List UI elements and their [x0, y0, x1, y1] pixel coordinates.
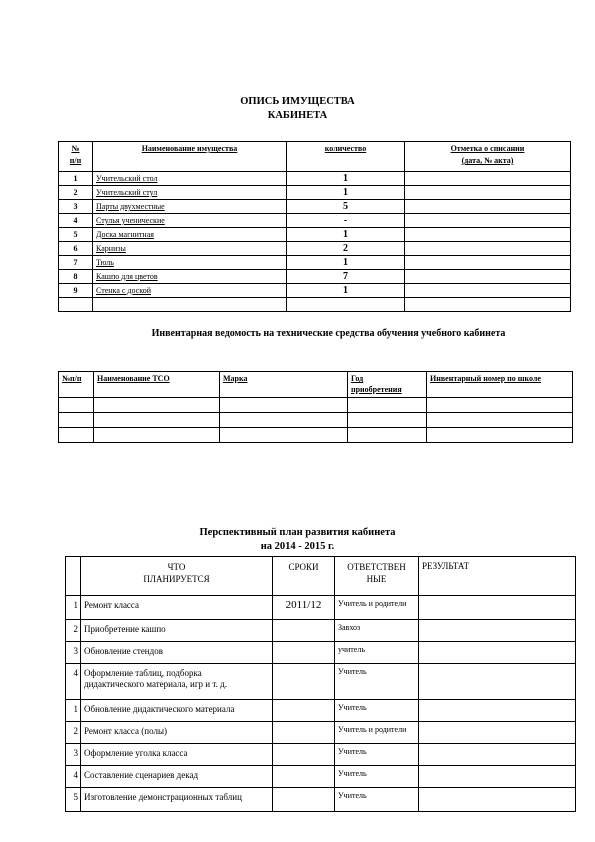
plan-row-result	[419, 596, 576, 620]
plan-table	[65, 556, 576, 812]
row-name: Учительский стол	[93, 172, 287, 186]
table-row	[59, 214, 571, 228]
tso-header-name: Наименование ТСО	[94, 372, 220, 398]
inventory-title	[0, 95, 595, 123]
plan-row-resp: учитель	[335, 642, 419, 664]
header-note-line2: (дата, № акта)	[461, 156, 514, 165]
plan-row-date	[273, 744, 335, 766]
row-num: 3	[59, 200, 93, 214]
plan-header-resp	[335, 557, 419, 596]
plan-row-what: Изготовление демонстрационных таблиц	[81, 788, 273, 812]
plan-row-num: 1	[66, 596, 81, 620]
row-num: 7	[59, 256, 93, 270]
tso-header-year	[348, 372, 427, 398]
plan-row-date	[273, 642, 335, 664]
table-row	[59, 242, 571, 256]
row-name: Учительский стул	[93, 186, 287, 200]
plan-row-what: Составление сценариев декад	[81, 766, 273, 788]
row-num: 6	[59, 242, 93, 256]
inventory-title-line1: ОПИСЬ ИМУЩЕСТВА	[240, 96, 355, 107]
table-row-empty	[59, 413, 573, 428]
tso-header-row	[59, 372, 573, 398]
plan-row-result	[419, 642, 576, 664]
header-qty: количество	[287, 142, 405, 172]
table-row-empty	[59, 298, 571, 312]
row-note	[405, 172, 571, 186]
tso-title: Инвентарная ведомость на технические средства обучения учебного кабинета	[151, 328, 506, 339]
table-row	[59, 186, 571, 200]
table-row	[66, 788, 576, 812]
row-note	[405, 186, 571, 200]
header-num-line1: №	[71, 144, 80, 153]
table-row	[66, 620, 576, 642]
plan-row-result	[419, 620, 576, 642]
plan-row-num: 3	[66, 744, 81, 766]
plan-row-resp: Учитель	[335, 744, 419, 766]
plan-title-line2: на 2014 - 2015 г.	[260, 541, 335, 552]
plan-row-resp: Завхоз	[335, 620, 419, 642]
table-row	[59, 200, 571, 214]
table-row	[66, 596, 576, 620]
row-num: 8	[59, 270, 93, 284]
plan-row-num: 5	[66, 788, 81, 812]
plan-row-result	[419, 744, 576, 766]
plan-title	[0, 526, 595, 554]
row-qty: 2	[287, 242, 405, 256]
header-name: Наименование имущества	[93, 142, 287, 172]
tso-header-year-line1: Год	[351, 374, 364, 383]
inventory-table	[58, 141, 571, 312]
row-note	[405, 242, 571, 256]
row-note	[405, 228, 571, 242]
plan-row-date	[273, 664, 335, 700]
plan-header-what	[81, 557, 273, 596]
plan-row-what	[81, 664, 273, 700]
row-qty: -	[287, 214, 405, 228]
header-note-line1: Отметка о списании	[450, 144, 525, 153]
plan-row-num: 1	[66, 700, 81, 722]
tso-header-inv: Инвентарный номер по школе	[427, 372, 573, 398]
row-num: 1	[59, 172, 93, 186]
table-row-empty	[59, 398, 573, 413]
row-num: 2	[59, 186, 93, 200]
row-qty: 5	[287, 200, 405, 214]
row-name: Доска магнитная	[93, 228, 287, 242]
plan-title-line1: Перспективный план развития кабинета	[199, 527, 396, 538]
plan-row-resp: Учитель	[335, 788, 419, 812]
plan-row-resp: Учитель	[335, 700, 419, 722]
table-row	[59, 228, 571, 242]
plan-header-resp-line1: ОТВЕТСТВЕН	[347, 562, 406, 572]
row-name: Парты двухместные	[93, 200, 287, 214]
plan-row-num: 4	[66, 766, 81, 788]
row-name: Карнизы	[93, 242, 287, 256]
plan-row-what: Обновление стендов	[81, 642, 273, 664]
plan-row-date	[273, 788, 335, 812]
table-row	[66, 700, 576, 722]
table-row	[59, 172, 571, 186]
plan-row-result	[419, 788, 576, 812]
plan-row-resp: Учитель	[335, 766, 419, 788]
plan-row-result	[419, 766, 576, 788]
plan-row-date	[273, 722, 335, 744]
table-row	[59, 256, 571, 270]
table-row-empty	[59, 428, 573, 443]
plan-row-what: Ремонт класса (полы)	[81, 722, 273, 744]
row-note	[405, 214, 571, 228]
tso-header-brand: Марка	[220, 372, 348, 398]
row-note	[405, 200, 571, 214]
plan-row-num: 2	[66, 620, 81, 642]
table-row	[66, 766, 576, 788]
row-name: Кашпо для цветов	[93, 270, 287, 284]
row-qty: 1	[287, 256, 405, 270]
plan-row-resp: Учитель	[335, 664, 419, 700]
plan-row-result	[419, 664, 576, 700]
plan-row-num: 2	[66, 722, 81, 744]
row-qty: 1	[287, 284, 405, 298]
plan-header-resp-line2: НЫЕ	[366, 574, 387, 584]
tso-header-num: №п/п	[59, 372, 94, 398]
row-qty: 1	[287, 186, 405, 200]
plan-row-what: Ремонт класса	[81, 596, 273, 620]
table-row	[66, 664, 576, 700]
plan-header-row	[66, 557, 576, 596]
inventory-title-line2: КАБИНЕТА	[267, 110, 328, 121]
plan-row-resp: Учитель и родители	[335, 722, 419, 744]
row-num: 9	[59, 284, 93, 298]
table-row	[59, 284, 571, 298]
row-qty: 1	[287, 172, 405, 186]
plan-row-num: 4	[66, 664, 81, 700]
plan-row-what: Оформление уголка класса	[81, 744, 273, 766]
plan-row-result	[419, 722, 576, 744]
row-name: Тюль	[93, 256, 287, 270]
plan-row-date	[273, 620, 335, 642]
plan-row-what: Приобретение кашпо	[81, 620, 273, 642]
plan-row-resp: Учитель и родители	[335, 596, 419, 620]
plan-header-result: РЕЗУЛЬТАТ	[419, 557, 576, 596]
header-num	[59, 142, 93, 172]
row-num: 4	[59, 214, 93, 228]
header-note	[405, 142, 571, 172]
table-row	[66, 744, 576, 766]
header-num-line2: п/п	[69, 156, 82, 165]
row-note	[405, 270, 571, 284]
row-name: Стулья ученические	[93, 214, 287, 228]
plan-header-what-line1: ЧТО	[167, 562, 186, 572]
row-name: Стенка с доской	[93, 284, 287, 298]
plan-header-dates: СРОКИ	[273, 557, 335, 596]
tso-table	[58, 371, 573, 443]
plan-row-result	[419, 700, 576, 722]
plan-row-date	[273, 766, 335, 788]
row-note	[405, 284, 571, 298]
row-qty: 1	[287, 228, 405, 242]
table-row	[66, 722, 576, 744]
row-num: 5	[59, 228, 93, 242]
row-qty: 7	[287, 270, 405, 284]
plan-row-num: 3	[66, 642, 81, 664]
plan-header-what-line2: ПЛАНИРУЕТСЯ	[143, 574, 210, 584]
row-note	[405, 256, 571, 270]
plan-row-date	[273, 700, 335, 722]
inventory-header-row	[59, 142, 571, 172]
plan-row-what-line2: дидактического материала, игр и т. д.	[84, 679, 227, 689]
plan-row-what-line1: Оформление таблиц, подборка	[84, 668, 202, 678]
plan-row-what: Обновление дидактического материала	[81, 700, 273, 722]
tso-header-year-line2: приобретения	[351, 385, 402, 394]
plan-row-date: 2011/12	[273, 596, 335, 620]
table-row	[66, 642, 576, 664]
table-row	[59, 270, 571, 284]
